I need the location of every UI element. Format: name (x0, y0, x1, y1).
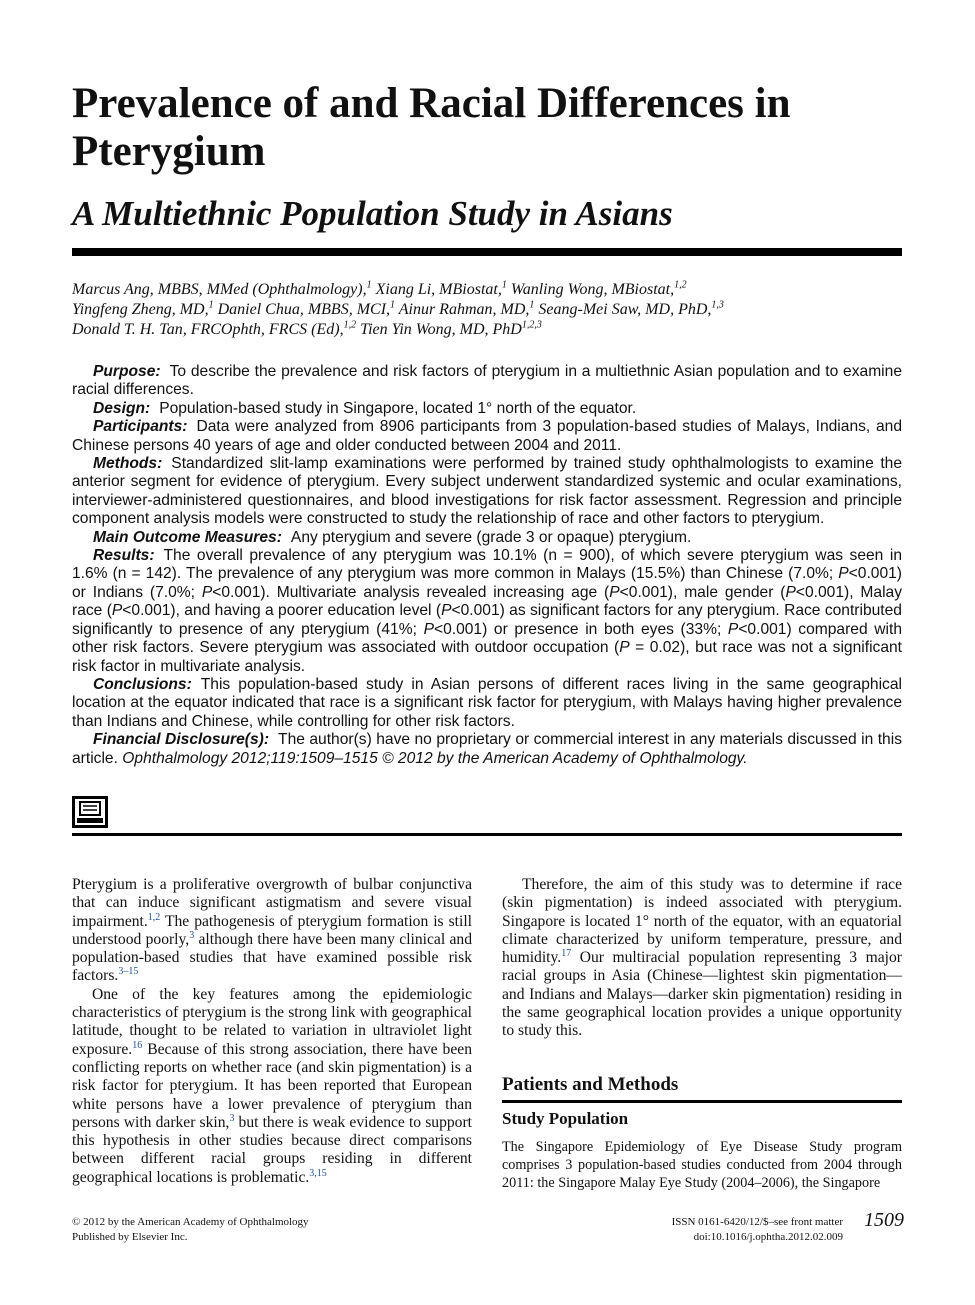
p-value-symbol: P (441, 602, 452, 620)
article-title: Prevalence of and Racial Differences in Pterygium (72, 80, 791, 175)
abstract-text: This population-based study in Asian persons of different races living in the same geographical location at the equator indicated that race is a significant risk factor for pterygium, with Malays having higher prevalence than Indians and Chinese, while controlling for other risk factors. (72, 675, 902, 730)
affiliation-ref: 1 (501, 279, 507, 291)
body-column-left (72, 876, 472, 1187)
body-column-right-continued (502, 1138, 902, 1192)
body-text: Because of this strong association, there have been conflicting reports on whether race (and skin pigmentation) is a risk factor for pterygium. It has been reported that European white persons have a lower prevalence of pterygium than persons with darker skin, (72, 1040, 472, 1131)
p-value-symbol: P (727, 620, 739, 638)
abstract-text: <0.001) or presence in both eyes (33%; (433, 620, 728, 638)
citation-ref[interactable]: 1,2 (147, 911, 161, 923)
abstract-text: <0.001) compared with other risk factors. Severe pterygium was associated with outdoor occupation ( (72, 620, 902, 657)
p-value-symbol: P (201, 583, 213, 601)
affiliation-ref: 1,2 (343, 319, 357, 331)
abstract-design (72, 400, 902, 418)
author-tan: Donald T. H. Tan, FRCOphth, FRCS (Ed), (72, 321, 344, 338)
abstract-outcome (72, 529, 902, 547)
p-value-symbol: P (111, 602, 123, 620)
abstract-methods (72, 455, 902, 529)
body-text: One of the key features among the epidemiologic characteristics of pterygium is the strong link with geographical latitude, thought to be related to variation in ultraviolet light exposure. (72, 985, 472, 1058)
body-text: Our multiracial population representing 3 major racial groups in Asia (Chinese—lightest skin pigmentation—and Indians and Malays—darker skin pigmentation) residing in the same geographical location provides a unique opportunity to study this. (502, 949, 902, 1040)
body-text: The pathogenesis of pterygium formation is still understood poorly, (72, 912, 472, 948)
author-list (72, 280, 902, 340)
abstract-text: = 0.02), but race was not a significant risk factor in multivariate analysis. (72, 639, 903, 675)
abstract-conclusions (72, 676, 902, 731)
author-saw: Seang-Mei Saw, MD, PhD, (534, 301, 712, 318)
footer-left (72, 1215, 309, 1245)
title-rule (72, 248, 902, 256)
affiliation-ref: 1 (208, 299, 214, 311)
section-rule (502, 1100, 902, 1103)
p-value-symbol: P (609, 583, 620, 601)
journal-citation: Ophthalmology 2012;119:1509–1515 © 2012 by the American Academy of Ophthalmology. (122, 749, 748, 767)
abstract-text: Population-based study in Singapore, located 1° north of the equator. (159, 399, 637, 417)
citation-ref[interactable]: 17 (561, 948, 572, 959)
author-wong: Wanling Wong, MBiostat, (506, 281, 675, 298)
abstract-text: The author(s) have no proprietary or commercial interest in any materials discussed in this article. (72, 731, 902, 767)
abstract-text: Data were analyzed from 8906 participants from 3 population-based studies of Malays, Indians, and Chinese persons 40 years of age and older conducted between 2004 and 2011. (72, 418, 902, 454)
body-paragraph: The Singapore Epidemiology of Eye Disease Study program comprises 3 population-based studies conducted from 2004 through 2011: the Singapore Malay Eye Study (2004–2006), the Singapore (502, 1139, 902, 1191)
author-chua: Daniel Chua, MBBS, MCI, (213, 301, 391, 318)
abstract-results (72, 547, 902, 676)
affiliation-ref: 1 (390, 299, 396, 311)
citation-ref[interactable]: 16 (132, 1039, 143, 1051)
copyright-line: © 2012 by the American Academy of Ophthalmology (72, 1216, 309, 1228)
p-value-symbol: P (423, 620, 434, 638)
abstract-purpose (72, 363, 902, 400)
abstract-text: Any pterygium and severe (grade 3 or opaque) pterygium. (290, 528, 692, 546)
abstract-text: To describe the prevalence and risk factors of pterygium in a multiethnic Asian population and to examine racial differences. (72, 363, 902, 399)
affiliation-ref: 1,2 (674, 279, 687, 291)
citation-ref[interactable]: 3 (189, 929, 195, 941)
article-subtitle: A Multiethnic Population Study in Asians (72, 194, 673, 233)
abstract-participants (72, 418, 902, 455)
abstract-label: Participants: (93, 418, 188, 436)
body-text: Therefore, the aim of this study was to determine if race (skin pigmentation) is indeed associated with pterygium. Singapore is located 1° north of the equator, with an equatorial climate characterized by uniform temperature, pressure, and humidity. (502, 876, 902, 967)
citation-ref[interactable]: 3–15 (118, 966, 139, 978)
abstract-text: <0.001) or Indians (7.0%; (72, 565, 902, 601)
abstract (72, 363, 902, 768)
affiliation-ref: 1 (366, 279, 372, 291)
abstract-label: Results: (93, 547, 155, 565)
abstract-label: Purpose: (93, 363, 161, 380)
page-number: 1509 (864, 1209, 904, 1231)
body-text: but there is weak evidence to support this hypothesis in other studies because direct comparisons between different racial groups residing in different geographical locations is problematic. (72, 1113, 472, 1186)
abstract-text: <0.001), Malay race ( (72, 583, 903, 620)
citation-ref[interactable]: 3 (229, 1112, 235, 1124)
subsection-heading: Study Population (502, 1109, 629, 1128)
abstract-text: Standardized slit-lamp examinations were performed by trained study ophthalmologists to examine the anterior segment for evidence of pterygium. Every subject underwent standardized systemic and ocular examinations, interviewer-administered questionnaires, and blood investigations for risk factor assessment. Regression and principle component analysis models were constructed to study the relationship of race and other factors to pterygium. (72, 455, 902, 528)
p-value-symbol: P (619, 639, 630, 657)
abstract-label: Conclusions: (93, 675, 192, 693)
abstract-label: Methods: (93, 455, 163, 473)
section-heading: Patients and Methods (502, 1074, 679, 1095)
abstract-label: Main Outcome Measures: (93, 528, 282, 546)
abstract-disclosure (72, 731, 902, 768)
online-supplement-icon[interactable] (72, 796, 108, 828)
footer-right (600, 1215, 843, 1245)
citation-ref[interactable]: 3,15 (309, 1167, 327, 1179)
author-zheng: Yingfeng Zheng, MD, (72, 301, 209, 318)
abstract-text: <0.001) as significant factors for any pterygium. Race contributed significantly to presence of any pterygium (41%; (72, 602, 902, 638)
p-value-symbol: P (838, 565, 849, 583)
abstract-text: <0.001). Multivariate analysis revealed increasing age ( (212, 583, 610, 601)
affiliation-ref: 1,3 (711, 299, 724, 311)
p-value-symbol: P (785, 583, 796, 601)
body-text: Pterygium is a proliferative overgrowth of bulbar conjunctiva that can induce significant astigmatism and severe visual impairment. (72, 876, 472, 930)
author-li: Xiang Li, MBiostat, (371, 281, 502, 298)
publisher-line: Published by Elsevier Inc. (72, 1231, 188, 1243)
author-tien-yin-wong: Tien Yin Wong, MD, PhD (356, 321, 522, 338)
author-ang: Marcus Ang, MBBS, MMed (Ophthalmology), (72, 281, 367, 298)
abstract-label: Financial Disclosure(s): (93, 731, 270, 749)
issn-line: ISSN 0161-6420/12/$–see front matter (671, 1216, 843, 1228)
body-paragraph (72, 876, 472, 986)
abstract-divider (72, 833, 902, 836)
body-paragraph (72, 986, 472, 1187)
body-paragraph (502, 876, 902, 1041)
abstract-label: Design: (93, 399, 151, 417)
affiliation-ref: 1,2,3 (521, 319, 542, 331)
abstract-text: The overall prevalence of any pterygium was 10.1% (n = 900), of which severe pterygium was seen in 1.6% (n = 142). The prevalence of any pterygium was more common in Malays (15.5%) than Chinese (7.0%; (72, 547, 902, 583)
abstract-text: <0.001), male gender ( (619, 583, 786, 601)
abstract-text: <0.001), and having a poorer education level ( (122, 602, 442, 620)
body-text: although there have been many clinical and population-based studies that have examined possible risk factors. (72, 930, 472, 985)
affiliation-ref: 1 (529, 299, 535, 311)
author-rahman: Ainur Rahman, MD, (395, 301, 530, 318)
doi-link[interactable]: doi:10.1016/j.ophtha.2012.02.009 (693, 1231, 843, 1243)
body-column-right (502, 876, 902, 1041)
